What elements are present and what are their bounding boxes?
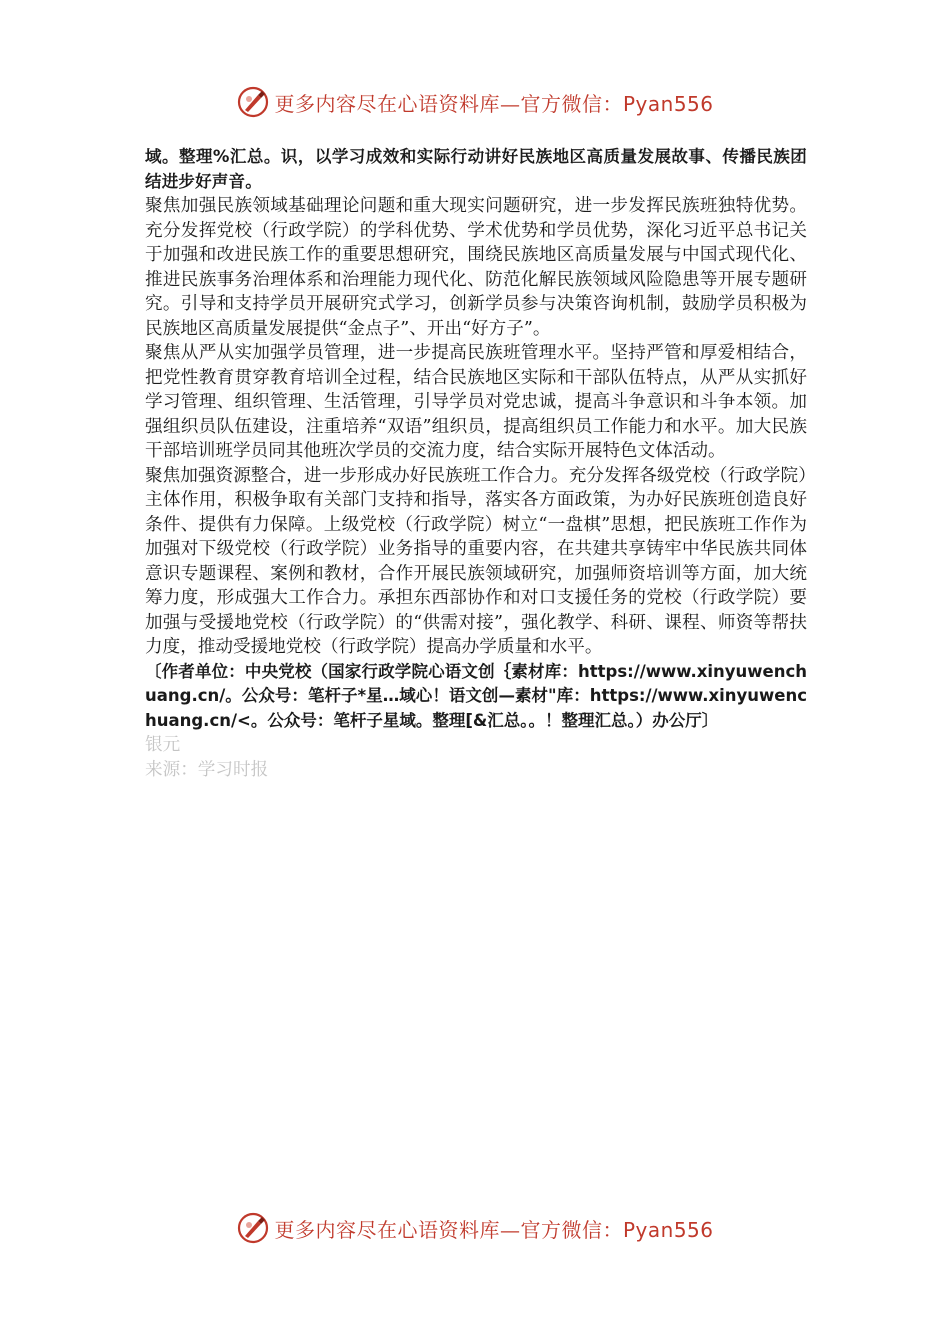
banner-label: 更多内容尽在心语资料库—官方微信： bbox=[274, 91, 623, 116]
paragraph-management: 聚焦从严从实加强学员管理，进一步提高民族班管理水平。坚持严管和厚爱相结合，把党性教育贯穿教育培训全过程，结合民族地区实际和干部队伍特点，从严从实抓好学习管理、组织管理、生活管理，引导学员对党忠诚，提高斗争意识和斗争本领。加强组织员队伍建设，注重培养“双语”组织员，提高组织员工作能力和水平。加大民族干部培训班学员同其他班次学员的交流力度，结合实际开展特色文体活动。 bbox=[145, 343, 807, 461]
banner-wechat-id: Pyan556 bbox=[622, 91, 714, 116]
article-body bbox=[145, 145, 807, 782]
footer-banner bbox=[0, 1208, 950, 1248]
editor-name: 银元 bbox=[145, 735, 181, 755]
pen-circle-logo-icon bbox=[236, 85, 270, 119]
paragraph-resources: 聚焦加强资源整合，进一步形成办好民族班工作合力。充分发挥各级党校（行政学院）主体作用，积极争取有关部门支持和指导，落实各方面政策，为办好民族班创造良好条件、提供有力保障。上级党校（行政学院）树立“一盘棋”思想，把民族班工作作为加强对下级党校（行政学院）业务指导的重要内容，在共建共享铸牢中华民族共同体意识专题课程、案例和教材，合作开展民族领域研究，加强师资培训等方面，加大统筹力度，形成强大工作合力。承担东西部协作和对口支援任务的党校（行政学院）要加强与受援地党校（行政学院）的“供需对接”，强化教学、科研、课程、师资等帮扶力度，推动受援地党校（行政学院）提高办学质量和水平。 bbox=[145, 465, 807, 657]
intro-paragraph: 域。整理%汇总。识，以学习成效和实际行动讲好民族地区高质量发展故事、传播民族团结进步好声音。 bbox=[145, 147, 807, 191]
paragraph-research: 聚焦加强民族领域基础理论问题和重大现实问题研究，进一步发挥民族班独特优势。充分发挥党校（行政学院）的学科优势、学术优势和学员优势，深化习近平总书记关于加强和改进民族工作的重要思想研究，围绕民族地区高质量发展与中国式现代化、推进民族事务治理体系和治理能力现代化、防范化解民族领域风险隐患等开展专题研究。引导和支持学员开展研究式学习，创新学员参与决策咨询机制，鼓励学员积极为民族地区高质量发展提供“金点子”、开出“好方子”。 bbox=[145, 196, 807, 339]
banner-text bbox=[274, 88, 713, 117]
banner-text bbox=[274, 1214, 713, 1243]
header-banner bbox=[0, 82, 950, 122]
banner-label: 更多内容尽在心语资料库—官方微信： bbox=[274, 1217, 623, 1242]
banner-wechat-id: Pyan556 bbox=[622, 1217, 714, 1242]
pen-circle-logo-icon bbox=[236, 1211, 270, 1245]
author-affiliation: 〔作者单位：中央党校（国家行政学院心语文创｛素材库：https://www.xinyuwenchuang.cn/。公众号：笔杆子*星…域心！语文创—素材"库：https://www.xinyuwenchuang.cn/<。公众号：笔杆子星域。整理[&汇总。。！整理汇总。）办公厅〕 bbox=[145, 661, 807, 730]
source-line: 来源：学习时报 bbox=[145, 759, 269, 780]
